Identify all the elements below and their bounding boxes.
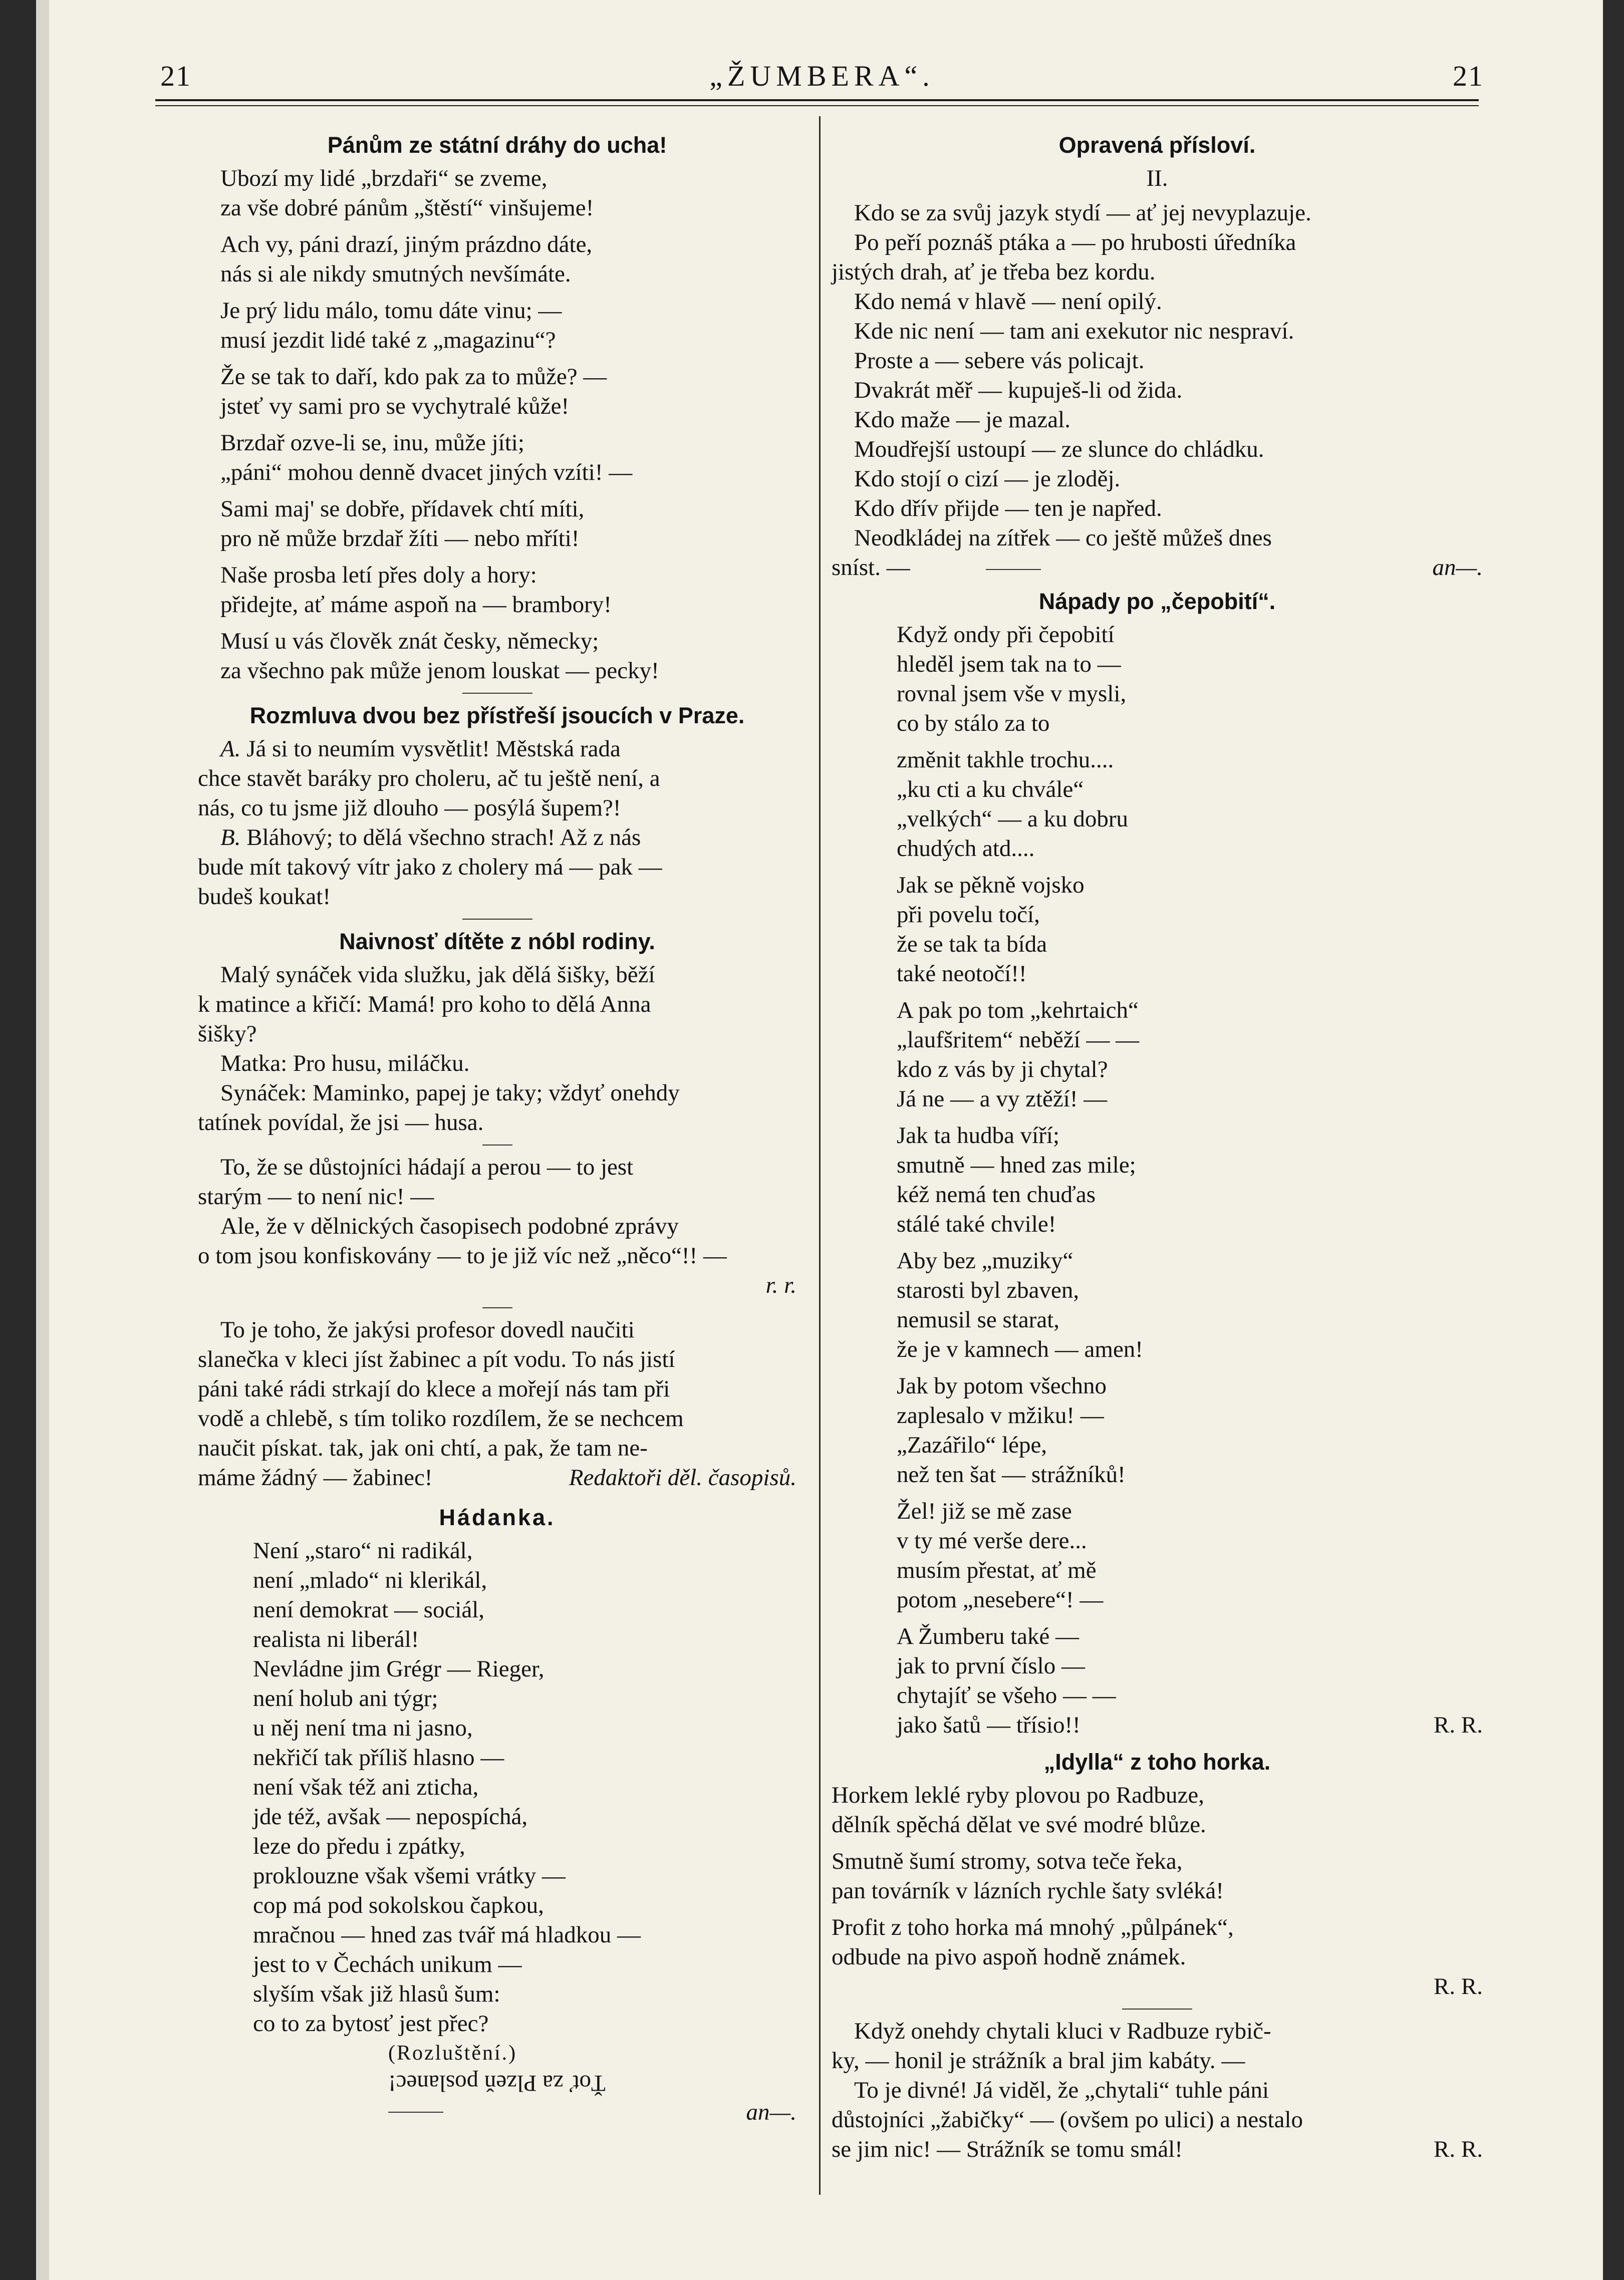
- text-line: Proste a — sebere vás policajt.: [854, 348, 1145, 374]
- verse-line: odbude na pivo aspoň hodně známek.: [832, 1944, 1186, 1970]
- text-line: tatínek povídal, že jsi — husa.: [198, 1109, 484, 1135]
- verse-line: že je v kamnech — amen!: [897, 1336, 1143, 1362]
- verse-line: v ty mé verše dere...: [897, 1528, 1087, 1554]
- right-edge: [1603, 0, 1624, 2280]
- text-line: jistých drah, ať je třeba bez kordu.: [832, 259, 1156, 285]
- stanza: [897, 1497, 1483, 1615]
- text-line: Matka: Pro husu, miláčku.: [220, 1050, 470, 1076]
- poem-idylla: [832, 1781, 1483, 2002]
- solution-label: (Rozluštění.): [388, 2042, 517, 2065]
- verse-line: Já ne — a vy ztěží! —: [897, 1086, 1108, 1112]
- separator: [482, 1307, 512, 1308]
- verse-line: není demokrat — sociál,: [253, 1597, 485, 1623]
- verse-line: Jak se pěkně vojsko: [897, 872, 1085, 898]
- separator: [986, 569, 1041, 570]
- naivnost-text: [198, 960, 796, 1137]
- ryby-text: [832, 2017, 1483, 2164]
- riddle-poem: [198, 1536, 796, 2039]
- verse-line: nás si ale nikdy smutných nevšímáte.: [220, 261, 571, 287]
- verse-line: chudých atd....: [897, 835, 1035, 862]
- verse-line: Naše prosba letí přes doly a hory:: [220, 562, 537, 588]
- masthead: „ŽUMBERA“.: [709, 60, 935, 92]
- verse-line: pro ně může brzdař žíti — nebo mříti!: [220, 525, 580, 551]
- verse-line: Musí u vás člověk znát česky, německy;: [220, 628, 599, 654]
- verse-line: co to za bytosť jest přec?: [253, 2011, 489, 2037]
- text-line: [832, 2135, 1483, 2164]
- verse-line: stálé také chvile!: [897, 1211, 1056, 1237]
- article-title: Rozmluva dvou bez přístřeší jsoucích v Praze.: [249, 703, 745, 728]
- verse-line: A Žumberu také —: [897, 1623, 1079, 1649]
- verse-line: Aby bez „muziky“: [897, 1248, 1073, 1274]
- verse-line: starosti byl zbaven,: [897, 1277, 1079, 1303]
- text-line: [832, 553, 1483, 583]
- header-rule: [155, 99, 1479, 101]
- stanza: [198, 296, 796, 355]
- verse-line: pan továrník v lázních rychle šaty svléká!: [832, 1878, 1224, 1904]
- text-line: Když onehdy chytali kluci v Radbuze rybič-: [854, 2018, 1271, 2044]
- text-line: k matince a křičí: Mamá! pro koho to dělá Anna: [198, 991, 651, 1017]
- text-line: nás, co tu jsme již dlouho — posýlá šupem?!: [198, 795, 621, 821]
- verse-line: jak to první číslo —: [897, 1653, 1085, 1679]
- verse-line: „Zazářilo“ lépe,: [897, 1432, 1047, 1458]
- text-line: Kdo maže — je mazal.: [854, 407, 1070, 433]
- verse-line: Že se tak to daří, kdo pak za to může? —: [220, 364, 607, 390]
- text-line: Malý synáček vida služku, jak dělá šišky, běží: [220, 962, 655, 988]
- text-line: To, že se důstojníci hádají a perou — to jest: [220, 1154, 634, 1180]
- text-line: Kdo stojí o cizí — je zloděj.: [854, 466, 1121, 492]
- verse-line: nekřičí tak příliš hlasno —: [253, 1745, 504, 1771]
- verse-line: Ach vy, páni drazí, jiným prázdno dáte,: [220, 231, 593, 257]
- verse-line: při povelu točí,: [897, 902, 1040, 928]
- solution-upside-down: Ťoť za Plzeň poslanec!: [388, 2070, 606, 2096]
- verse-line: Brzdař ozve-li se, inu, může jíti;: [220, 430, 524, 456]
- page-header: [160, 59, 1484, 104]
- text-line: Ale, že v dělnických časopisech podobné zprávy: [220, 1213, 679, 1239]
- stanza: [897, 1622, 1483, 1740]
- verse-line: mračnou — hned zas tvář má hladkou —: [253, 1922, 641, 1948]
- stanza: [198, 560, 796, 620]
- text-line: To je divné! Já viděl, že „chytali“ tuhle páni: [854, 2077, 1269, 2103]
- verse-line: u něj není tma ni jasno,: [253, 1715, 473, 1741]
- text-line: Neodkládej na zítřek — co ještě můžeš dnes: [854, 525, 1272, 551]
- stanza: [198, 230, 796, 289]
- verse-line: není „mlado“ ni klerikál,: [253, 1567, 487, 1593]
- text-line: ky, — honil je strážník a bral jim kabáty. —: [832, 2048, 1245, 2074]
- section-numeral: II.: [1146, 165, 1168, 191]
- binding-edge: [0, 0, 36, 2280]
- verse-line: dělník spěchá dělat ve své modré blůze.: [832, 1812, 1206, 1838]
- verse-line: Když ondy při čepobití: [897, 622, 1115, 648]
- solution-row: [198, 2068, 796, 2098]
- dialog-b-text: Bláhový; to dělá všechno strach! Až z nás: [246, 824, 641, 850]
- verse-line: zaplesalo v mžiku! —: [897, 1402, 1104, 1429]
- stanza: [198, 627, 796, 686]
- stanza: [897, 745, 1483, 864]
- column-divider: [819, 116, 821, 2195]
- stanza: [832, 1913, 1483, 1972]
- text-line: To je toho, že jakýsi profesor dovedl naučiti: [220, 1317, 635, 1343]
- verse-line: co by stálo za to: [897, 710, 1050, 736]
- signature: R. R.: [1434, 1712, 1483, 1738]
- signature: Redaktoři děl. časopisů.: [569, 1465, 796, 1491]
- signature: an—.: [746, 2099, 796, 2125]
- verse-line: jest to v Čechách unikum —: [253, 1951, 522, 1977]
- right-column: [832, 130, 1483, 2164]
- riddle-footer: [198, 2098, 796, 2128]
- header-rule-thin: [155, 105, 1479, 106]
- verse-line: Není „staro“ ni radikál,: [253, 1538, 473, 1564]
- stanza: [897, 620, 1483, 738]
- poem-napady: [832, 620, 1483, 1740]
- verse-line: kdo z vás by ji chytal?: [897, 1056, 1108, 1082]
- text-line: naučit pískat. tak, jak oni chtí, a pak, že tam ne-: [198, 1435, 648, 1461]
- text-line: [198, 1463, 796, 1493]
- article-title: „Idylla“ z toho horka.: [1043, 1749, 1271, 1775]
- page-margin-shadow: [36, 0, 49, 2280]
- text-line: budeš koukat!: [198, 884, 331, 910]
- verse-line: proklouzne však všemi vrátky —: [253, 1863, 566, 1889]
- verse-line: musí jezdit lidé také z „magazinu“?: [220, 327, 556, 353]
- verse-line: smutně — hned zas mile;: [897, 1152, 1136, 1178]
- text-line: starým — to není nic! —: [198, 1184, 434, 1210]
- dialog-a-text: Já si to neumím vysvětlit! Městská rada: [246, 736, 621, 762]
- verse-line: Nevládne jim Grégr — Rieger,: [253, 1656, 545, 1682]
- text-line: bude mít takový vítr jako z cholery má — pak —: [198, 854, 662, 880]
- separator: [462, 919, 532, 920]
- verse-line: přidejte, ať máme aspoň na — brambory!: [220, 592, 612, 618]
- text-line: Kdo se za svůj jazyk stydí — ať jej nevyplazuje.: [854, 200, 1311, 226]
- verse-line: není však též ani zticha,: [253, 1774, 479, 1800]
- article-title: Nápady po „čepobití“.: [1038, 589, 1276, 614]
- text-line: Dvakrát měř — kupuješ-li od žida.: [854, 377, 1183, 403]
- proverbs-text: [832, 198, 1483, 583]
- verse-line: změnit takhle trochu....: [897, 747, 1114, 773]
- text-line: Kdo nemá v hlavě — není opilý.: [854, 289, 1162, 315]
- text-fragment: máme žádný — žabinec!: [198, 1465, 433, 1491]
- verse-line: musím přestat, ať mě: [897, 1557, 1097, 1583]
- text-line: o tom jsou konfiskovány — to je již víc než „něco“!! —: [198, 1243, 727, 1269]
- verse-line: A pak po tom „kehrtaich“: [897, 997, 1139, 1023]
- text-line: A. Já si to neumím vysvětlit! Městská rada: [220, 736, 621, 762]
- text-line: Kde nic není — tam ani exekutor nic nespraví.: [854, 318, 1294, 344]
- verse-line-with-signature: [897, 1711, 1483, 1740]
- stanza: [198, 428, 796, 487]
- signature: r. r.: [765, 1272, 796, 1298]
- verse-line: že se tak ta bída: [897, 931, 1047, 957]
- page-number-left: 21: [160, 60, 191, 92]
- text-line: Synáček: Maminko, papej je taky; vždyť onehdy: [220, 1080, 680, 1106]
- signature: R. R.: [1434, 2136, 1483, 2162]
- verse-line: za vše dobré pánům „štěstí“ vinšujeme!: [220, 195, 594, 221]
- signature: an—.: [1432, 554, 1483, 581]
- stanza: [198, 164, 796, 223]
- verse-line: Horkem leklé ryby plovou po Radbuze,: [832, 1782, 1204, 1808]
- verse-line: než ten šat — strážníků!: [897, 1462, 1126, 1488]
- verse-line: „velkých“ — a ku dobru: [897, 806, 1129, 832]
- verse-line: Je prý lidu málo, tomu dáte vinu; —: [220, 298, 562, 324]
- poem-pane-brzdari: [198, 164, 796, 686]
- verse-line: „ku cti a ku chvále“: [897, 776, 1084, 802]
- verse-line: Ubozí my lidé „brzdaři“ se zveme,: [220, 165, 548, 191]
- article-title: Pánům ze státní dráhy do ucha!: [327, 132, 667, 158]
- article-title: Hádanka.: [439, 1505, 556, 1530]
- verse-line: Sami maj' se dobře, přídavek chtí míti,: [220, 496, 585, 522]
- text-fragment: se jim nic! — Strážník se tomu smál!: [832, 2136, 1183, 2162]
- separator: [462, 693, 532, 694]
- verse-line: také neotočí!!: [897, 961, 1027, 987]
- stanza: [198, 494, 796, 553]
- signature: R. R.: [1434, 1973, 1483, 2000]
- verse-line: Jak by potom všechno: [897, 1373, 1107, 1399]
- text-line: Po peří poznáš ptáka a — po hrubosti úředníka: [854, 229, 1296, 255]
- verse-line: jako šatů — třísio!!: [897, 1712, 1080, 1738]
- verse-line: cop má pod sokolskou čapkou,: [253, 1892, 544, 1918]
- text-line: vodě a chlebě, s tím toliko rozdílem, že se nechcem: [198, 1405, 684, 1432]
- verse-line: slyším však již hlasů šum:: [253, 1981, 500, 2007]
- verse-line: nemusil se starat,: [897, 1307, 1060, 1333]
- stanza: [832, 1847, 1483, 1906]
- stanza: [198, 362, 796, 421]
- verse-line: Žel! již se mě zase: [897, 1498, 1072, 1524]
- verse-line: leze do předu i zpátky,: [253, 1833, 465, 1859]
- verse-line: „laufšritem“ neběží — —: [897, 1027, 1140, 1053]
- dustojnici-text: [198, 1153, 796, 1300]
- verse-line: Jak ta hudba víří;: [897, 1122, 1060, 1149]
- verse-line: hleděl jsem tak na to —: [897, 651, 1121, 677]
- verse-line: potom „nesebere“! —: [897, 1587, 1104, 1613]
- stanza: [897, 1121, 1483, 1239]
- text-line: důstojníci „žabičky“ — (ovšem po ulici) a nestalo: [832, 2107, 1303, 2133]
- verse-line: jde též, avšak — nepospíchá,: [253, 1804, 528, 1830]
- left-column: [198, 130, 796, 2128]
- text-fragment: sníst. —: [832, 554, 910, 581]
- stanza: [897, 996, 1483, 1114]
- article-title: Naivnosť dítěte z nóbl rodiny.: [339, 929, 655, 954]
- stanza: [897, 1246, 1483, 1364]
- separator: [482, 1145, 512, 1146]
- separator: [388, 2112, 443, 2113]
- separator: [1122, 2009, 1192, 2010]
- verse-line: realista ni liberál!: [253, 1626, 419, 1652]
- stanza: [897, 871, 1483, 989]
- verse-line: Profit z toho horka má mnohý „půlpánek“,: [832, 1914, 1234, 1940]
- text-line: chce stavět baráky pro choleru, ač tu ještě není, a: [198, 765, 660, 791]
- dialog-text: [198, 734, 796, 912]
- text-line: páni také rádi strkají do klece a mořejí nás tam při: [198, 1376, 670, 1402]
- verse-line: není holub ani týgr;: [253, 1685, 438, 1712]
- text-line: Kdo dřív přijde — ten je napřed.: [854, 495, 1162, 521]
- stanza: [832, 1781, 1483, 1840]
- verse-line: rovnal jsem vše v mysli,: [897, 681, 1127, 707]
- verse-line: za všechno pak může jenom louskat — pecky!: [220, 658, 659, 684]
- verse-line: kéž nemá ten chuďas: [897, 1182, 1096, 1208]
- text-line: šišky?: [198, 1021, 257, 1047]
- verse-line: jsteť vy sami pro se vychytralé kůže!: [220, 393, 570, 419]
- verse-line: chytajíť se všeho — —: [897, 1682, 1116, 1708]
- zabinec-text: [198, 1315, 796, 1493]
- verse-line: „páni“ mohou denně dvacet jiných vzíti! —: [220, 459, 633, 485]
- stanza: [897, 1371, 1483, 1490]
- text-line: B. Bláhový; to dělá všechno strach! Až z nás: [220, 824, 641, 850]
- page-number-right: 21: [1453, 60, 1484, 92]
- text-line: slanečka v kleci jíst žabinec a pít vodu. To nás jistí: [198, 1346, 675, 1372]
- verse-line: Smutně šumí stromy, sotva teče řeka,: [832, 1848, 1183, 1874]
- text-line: Moudřejší ustoupí — ze slunce do chládku.: [854, 436, 1264, 462]
- article-title: Opravená přísloví.: [1058, 132, 1256, 158]
